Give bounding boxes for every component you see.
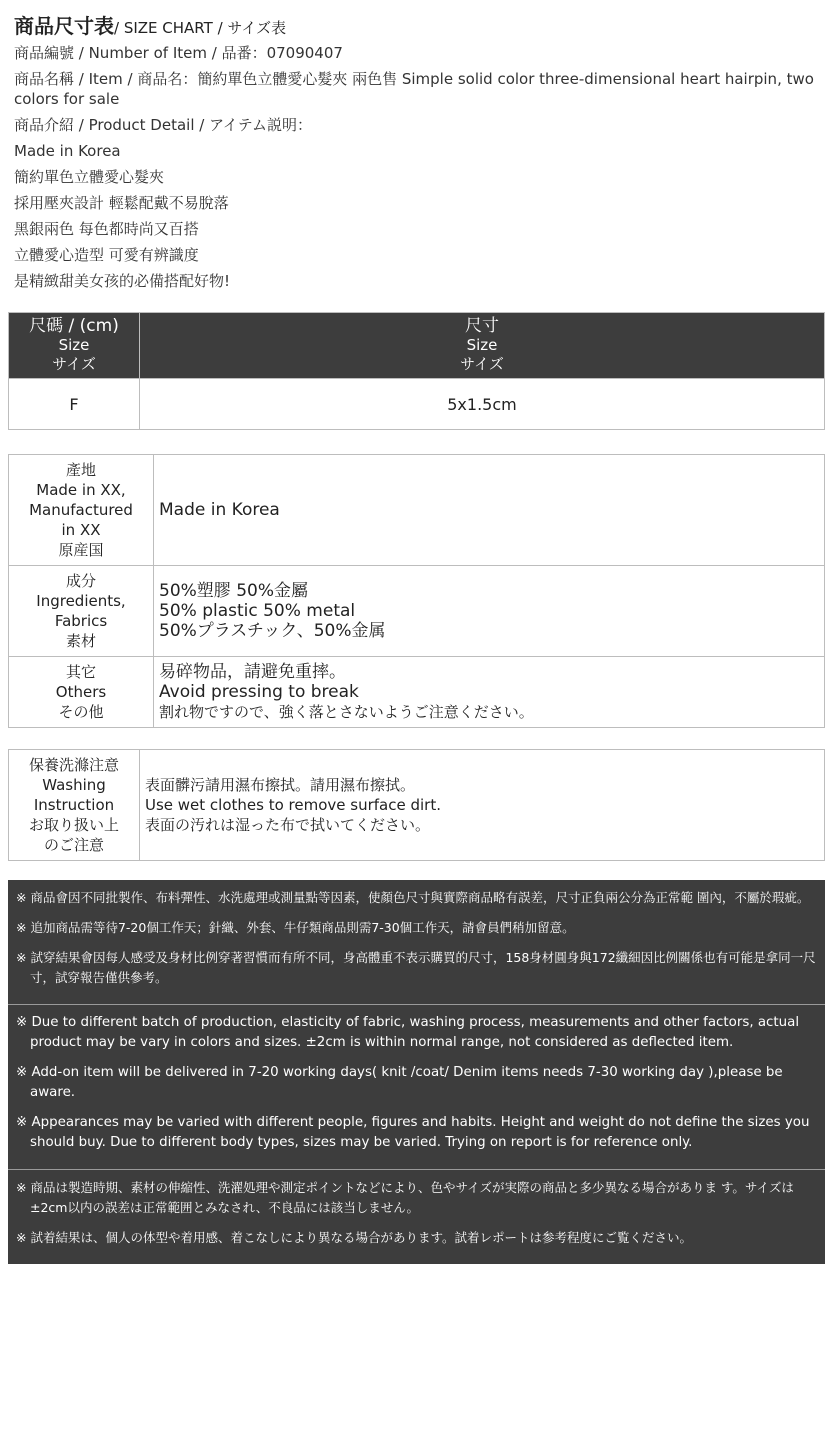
washing-label: 保養洗滌注意 Washing Instruction お取り扱い上 のご注意 [9,750,140,861]
origin-row [9,455,825,566]
size-column-header: 尺碼 / (cm) Size サイズ [9,313,140,379]
notes-japanese [8,1170,825,1264]
note-item: ※ Add-on item will be delivered in 7-20 working days( knit /coat/ Denim items needs 7-30 working day ),please be aware. [16,1065,783,1100]
washing-row [9,750,825,861]
detail-line: 是精緻甜美女孩的必備搭配好物! [14,272,231,290]
washing-value: 表面髒污請用濕布擦拭。請用濕布擦拭。 Use wet clothes to remove surface dirt. 表面の汚れは湿った布で拭いてください。 [140,750,825,861]
product-header [14,14,824,294]
material-value: 50%塑膠 50%金屬 50% plastic 50% metal 50%プラスチック、50%金属 [154,566,825,657]
origin-value: Made in Korea [154,455,825,566]
item-name: 商品名稱 / Item / 商品名：簡約單色立體愛心髮夾 兩色售 Simple solid color three-dimensional heart hairpin, two colors for sale [14,70,814,108]
table-row [9,379,825,430]
note-item: ※ 商品會因不同批製作、布料彈性、水洗處理或測量點等因素，使顏色尺寸與實際商品略有誤差，尺寸正負兩公分為正常範 圍內，不屬於瑕疵。 [16,890,810,905]
detail-line: 黑銀兩色 每色都時尚又百搭 [14,220,199,238]
washing-table [8,749,825,861]
product-detail-label: 商品介紹 / Product Detail / アイテム説明： [14,116,312,134]
note-item: ※ 商品は製造時期、素材の伸縮性、洗濯処理や測定ポイントなどにより、色やサイズが実際の商品と多少異なる場合がありま す。サイズは±2cm以内の誤差は正常範囲とみなされ、不良品には該当しません。 [16,1180,794,1215]
notes-english [8,1005,825,1170]
detail-line: 採用壓夾設計 輕鬆配戴不易脫落 [14,194,229,212]
detail-line: 簡約單色立體愛心髮夾 [14,168,165,186]
origin-label: 產地 Made in XX, Manufactured in XX 原産国 [9,455,154,566]
note-item: ※ 追加商品需等待7-20個工作天；針織、外套、牛仔類商品則需7-30個工作天，請會員們稍加留意。 [16,920,575,935]
detail-line: Made in Korea [14,142,121,160]
material-label: 成分 Ingredients, Fabrics 素材 [9,566,154,657]
note-item: ※ Appearances may be varied with different people, figures and habits. Height and weight do not define the sizes you should buy. Due to different body types, sizes may be varied. Trying on report is for reference only. [16,1115,810,1150]
note-item: ※ 試着結果は、個人の体型や着用感、着こなしにより異なる場合があります。試着レポートは参考程度にご覧ください。 [16,1230,692,1245]
others-row [9,657,825,728]
others-value: 易碎物品，請避免重摔。 Avoid pressing to break 割れ物ですので、強く落とさないようご注意ください。 [154,657,825,728]
others-label: 其它 Others その他 [9,657,154,728]
size-cell: F [9,379,140,430]
size-table-header [9,313,825,379]
note-item: ※ 試穿結果會因每人感受及身材比例穿著習慣而有所不同，身高體重不表示購買的尺寸，158身材圓身與172纖細因比例關係也有可能是拿同一尺寸，試穿報告僅供參考。 [16,950,816,985]
info-table [8,454,825,728]
size-table [8,312,825,430]
notes-panel [8,880,825,1264]
notes-chinese [8,880,825,1005]
material-row [9,566,825,657]
dimension-cell: 5x1.5cm [140,379,825,430]
dimension-column-header: 尺寸 Size サイズ [140,313,825,379]
item-number: 商品編號 / Number of Item / 品番：07090407 [14,44,343,62]
note-item: ※ Due to different batch of production, elasticity of fabric, washing process, measurements and other factors, actual product may be vary in colors and sizes. ±2cm is within normal range, not considered as deflected item. [16,1015,800,1050]
size-chart-title: 商品尺寸表/ SIZE CHART / サイズ表 [14,14,287,38]
detail-line: 立體愛心造型 可愛有辨識度 [14,246,199,264]
